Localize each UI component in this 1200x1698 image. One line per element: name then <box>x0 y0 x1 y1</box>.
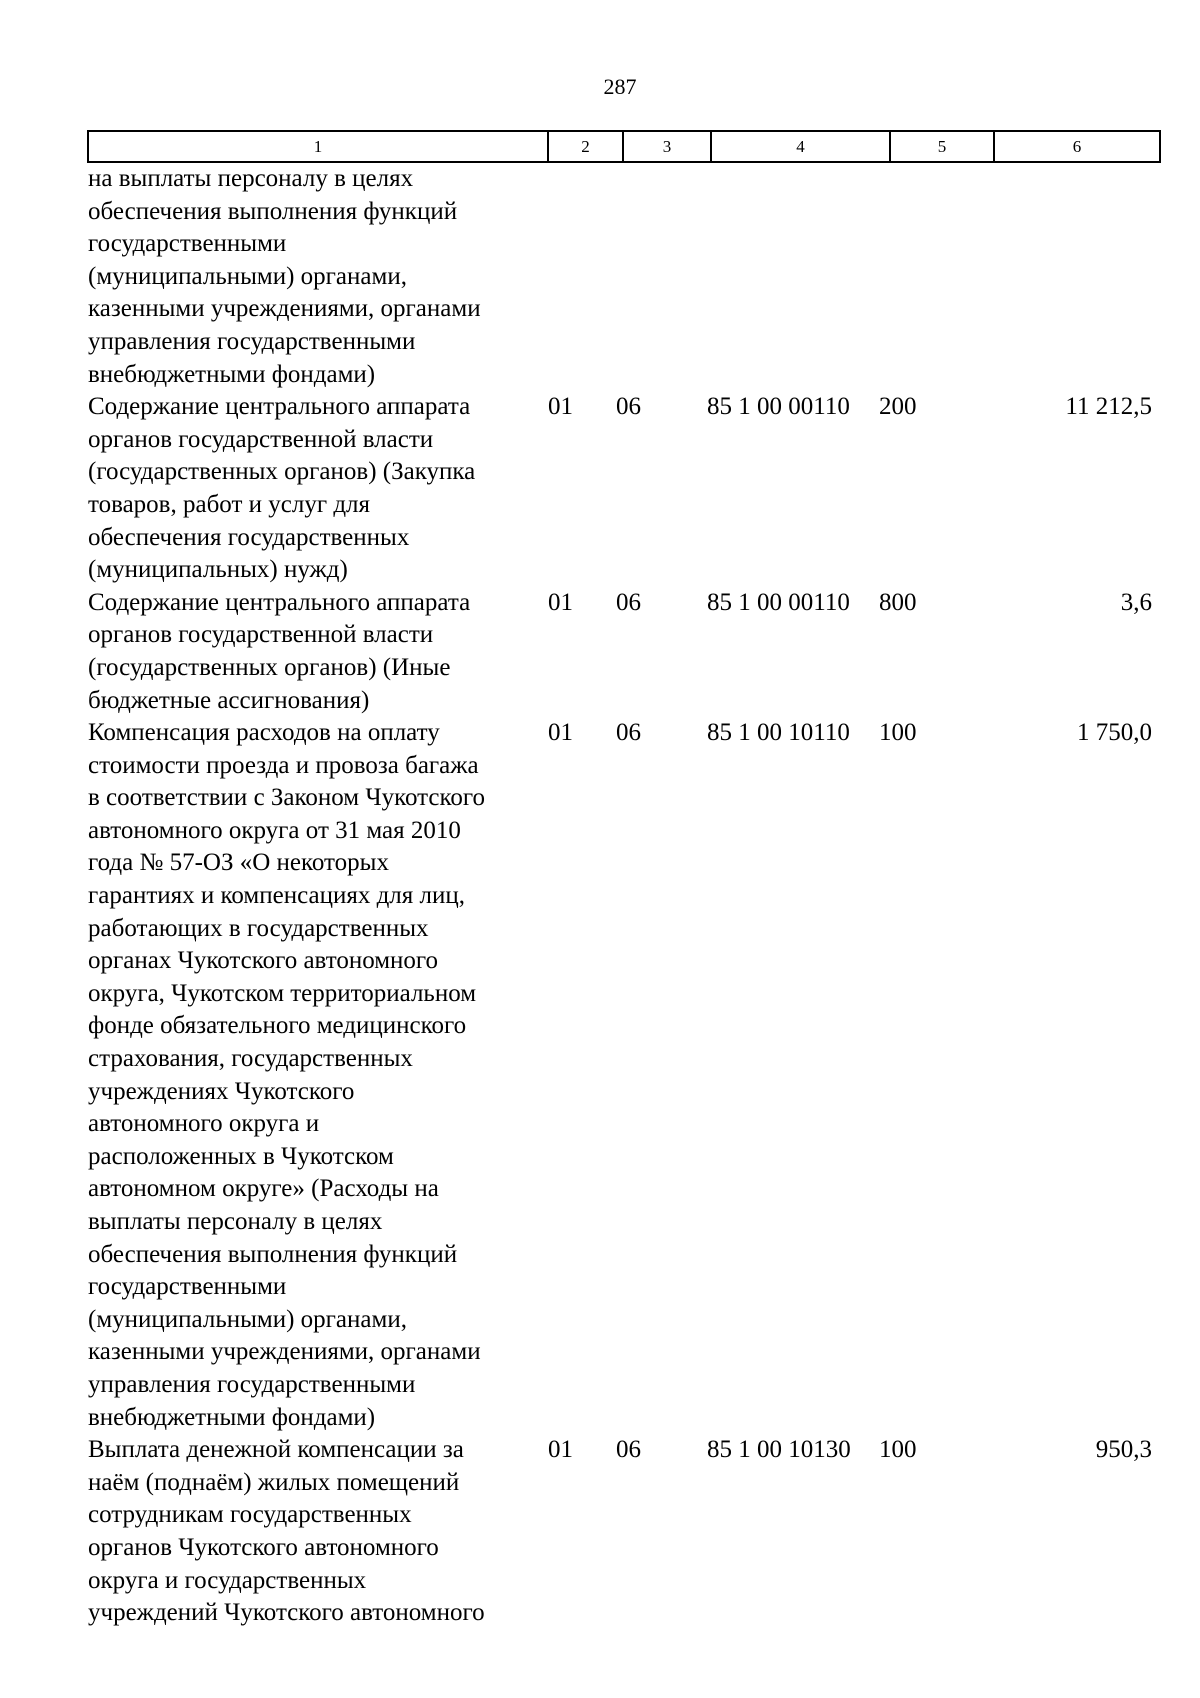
row-amount: 11 212,5 <box>1065 393 1152 421</box>
row-amount <box>981 163 1152 391</box>
row-expense-type: 800 <box>879 588 917 616</box>
row-target-article <box>702 163 879 391</box>
row-subsection <box>616 163 702 391</box>
header-col-2: 2 <box>548 131 623 162</box>
page-number: 287 <box>603 74 637 99</box>
row-amount: 1 750,0 <box>1077 719 1152 747</box>
row-target-article: 85 1 00 00110 <box>707 393 850 421</box>
row-subsection: 06 <box>616 588 641 616</box>
row-subsection: 06 <box>616 393 641 421</box>
row-subsection: 06 <box>616 719 641 747</box>
row-target-article: 85 1 00 10110 <box>707 719 850 747</box>
header-col-6: 6 <box>994 131 1160 162</box>
header-row <box>88 131 1160 162</box>
header-col-5: 5 <box>890 131 994 162</box>
row-name: Выплата денежной компенсации за наём (поднаём) жилых помещений сотрудникам государственных органов Чукотского автономного округа и государственных учреждений Чукотского автономного <box>88 1436 485 1627</box>
row-amount: 950,3 <box>1095 1436 1152 1464</box>
row-section: 01 <box>548 393 573 421</box>
row-subsection: 06 <box>616 1436 641 1464</box>
row-name: Содержание центрального аппарата органов государственной власти (государственных органов) (Закупка товаров, работ и услуг для обеспечения государственных (муниципальных) нужд) <box>88 393 476 584</box>
table-header <box>87 130 1161 163</box>
row-section <box>543 163 616 391</box>
row-expense-type <box>879 163 981 391</box>
row-section: 01 <box>548 1436 573 1464</box>
row-expense-type: 200 <box>879 393 917 421</box>
row-name: Содержание центрального аппарата органов государственной власти (государственных органов) (Иные бюджетные ассигнования) <box>88 588 471 714</box>
table-row <box>88 717 1152 1434</box>
row-name: Компенсация расходов на оплату стоимости проезда и провоза багажа в соответствии с Законом Чукотского автономного округа от 31 мая 2010 года № 57-ОЗ «О некоторых гарантиях и компенсациях для лиц, работающих в государственных органах Чукотского автономного округа, Чукотском территориальном фонде обязательного медицинского страхования, государственных учреждениях Чукотского автономного округа и расположенных в Чукотском автономном округе» (Расходы на выплаты персоналу в целях обеспечения выполнения функций государственными (муниципальными) органами, казенными учреждениями, органами управления государственными внебюджетными фондами) <box>88 719 486 1431</box>
header-col-3: 3 <box>623 131 711 162</box>
row-target-article: 85 1 00 00110 <box>707 588 850 616</box>
header-col-1: 1 <box>88 131 548 162</box>
row-name: на выплаты персоналу в целях обеспечения выполнения функций государственными (муниципальными) органами, казенными учреждениями, органами управления государственными внебюджетными фондами) <box>88 165 481 388</box>
table-row <box>88 163 1152 391</box>
row-expense-type: 100 <box>879 719 917 747</box>
row-section: 01 <box>548 719 573 747</box>
table-row <box>88 587 1152 717</box>
table-row <box>88 1434 1152 1630</box>
row-target-article: 85 1 00 10130 <box>707 1436 851 1464</box>
header-col-4: 4 <box>711 131 890 162</box>
table-body <box>88 163 1152 1630</box>
row-expense-type: 100 <box>879 1436 917 1464</box>
row-amount: 3,6 <box>1120 588 1152 616</box>
row-section: 01 <box>548 588 573 616</box>
table-row <box>88 391 1152 587</box>
